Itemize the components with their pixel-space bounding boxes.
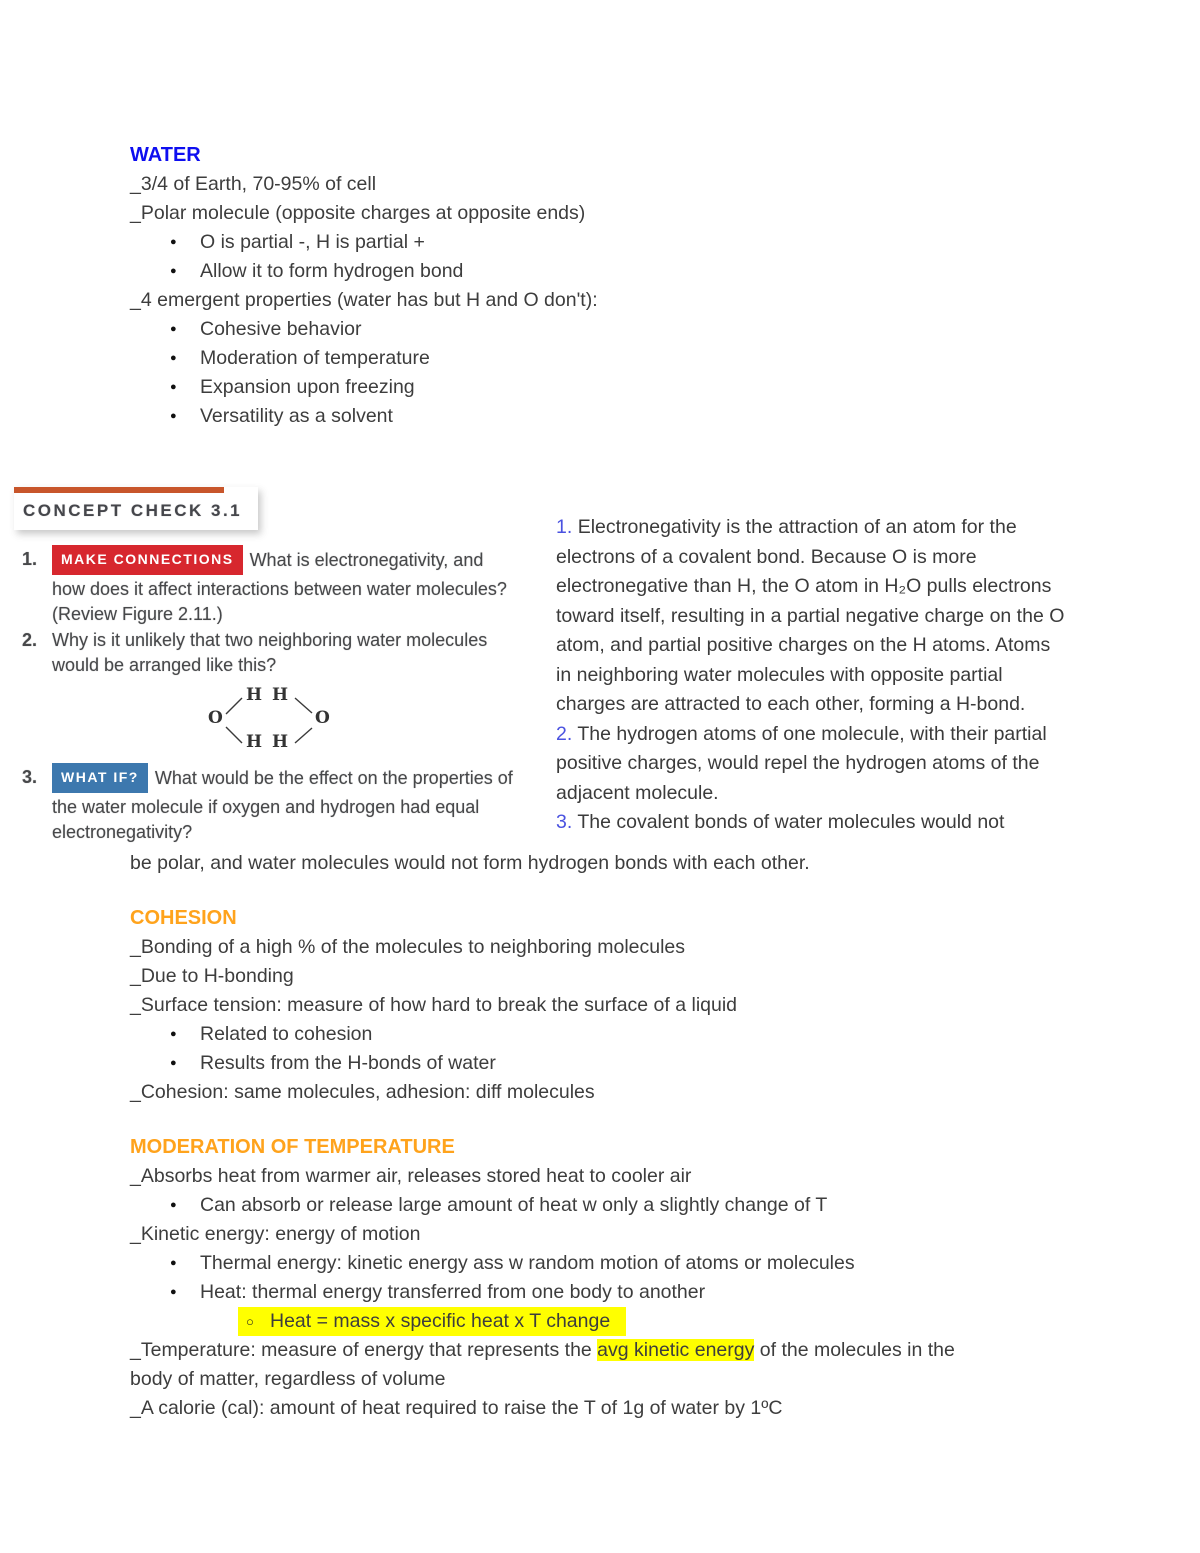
hollow-bullet-icon: ○: [246, 1314, 254, 1329]
question-number: 2.: [22, 630, 38, 650]
oxygen-atom-left: O: [208, 708, 225, 728]
bullet-text: Cohesive behavior: [200, 318, 362, 340]
note-bullet-heat: [130, 1278, 1110, 1307]
answer-1: [556, 513, 1068, 720]
note-bullet-expansion: [130, 373, 1110, 402]
bullet-text: Heat: thermal energy transferred from one body to another: [200, 1281, 706, 1303]
question-2: [14, 628, 554, 678]
bullet-icon: ●: [170, 1199, 177, 1211]
question-1: [14, 547, 554, 627]
concept-check-title: CONCEPT CHECK 3.1: [23, 501, 243, 520]
question-text: What would be the effect on the properties of the water molecule if oxygen and hydrogen had equal electronegativity?: [52, 768, 513, 842]
textbook-scan: [14, 487, 554, 845]
note-bullet-partial: [130, 228, 1110, 257]
bullet-text: Expansion upon freezing: [200, 376, 415, 398]
concept-check-section: [14, 487, 1200, 845]
section-heading-cohesion: COHESION: [130, 907, 237, 929]
note-line-emergent: _4 emergent properties (water has but H and O don't):: [130, 289, 598, 311]
bullet-icon: ●: [170, 1028, 177, 1040]
highlighted-phrase: avg kinetic energy: [597, 1339, 755, 1361]
note-bullet-related: [130, 1020, 1110, 1049]
note-line-temperature: [130, 1336, 996, 1394]
bullet-text: O is partial -, H is partial +: [200, 231, 425, 253]
bullet-icon: ●: [170, 323, 177, 335]
water-molecule-diagram: [202, 682, 342, 762]
question-text-block: [52, 765, 514, 845]
make-connections-badge: MAKE CONNECTIONS: [52, 545, 243, 575]
cohesion-section: [130, 904, 1110, 1107]
bullet-icon: ●: [170, 352, 177, 364]
answer-text: Electronegativity is the attraction of an atom for the electrons of a covalent bond. Because O is more electronegative than H, the O atom in H₂O pulls electrons toward itself, resulting in a partial negative charge on the O atom, and partial positive charges on the H atoms. Atoms in neighboring water molecules with opposite partial charges are attracted to each other, forming a H-bond.: [556, 516, 1065, 715]
bullet-icon: ●: [170, 410, 177, 422]
note-bullet-moderation: [130, 344, 1110, 373]
answer-text: The hydrogen atoms of one molecule, with their partial positive charges, would repel the hydrogen atoms of the adjacent molecule.: [556, 722, 1047, 804]
bullet-text: Related to cohesion: [200, 1023, 373, 1045]
question-text-block: [52, 547, 514, 627]
bullet-text: Allow it to form hydrogen bond: [200, 260, 464, 282]
formula-text: Heat = mass x specific heat x T change: [270, 1310, 611, 1332]
bullet-icon: ●: [170, 236, 177, 248]
note-line-absorbs: _Absorbs heat from warmer air, releases stored heat to cooler air: [130, 1165, 692, 1187]
note-line-due: _Due to H-bonding: [130, 965, 294, 987]
oxygen-atom-right: O: [315, 708, 332, 728]
question-text: Why is it unlikely that two neighboring water molecules would be arranged like this?: [52, 630, 488, 675]
temperature-text-pre: _Temperature: measure of energy that represents the: [130, 1339, 598, 1361]
note-line-surface: _Surface tension: measure of how hard to break the surface of a liquid: [130, 994, 738, 1016]
note-line-kinetic: _Kinetic energy: energy of motion: [130, 1223, 421, 1245]
note-line-earth: _3/4 of Earth, 70-95% of cell: [130, 173, 377, 195]
answer-number: 3.: [556, 811, 573, 833]
temperature-text-post: of the molecules in the body of matter, regardless of volume: [130, 1339, 955, 1390]
note-bullet-results: [130, 1049, 1110, 1078]
note-bullet-thermal: [130, 1249, 1110, 1278]
bullet-icon: ●: [170, 1057, 177, 1069]
note-formula-line: [238, 1307, 1110, 1336]
answer-2: [556, 720, 1068, 809]
bullet-icon: ●: [170, 381, 177, 393]
note-line-cohesion-adhesion: _Cohesion: same molecules, adhesion: diff molecules: [130, 1081, 595, 1103]
answer-3: [556, 808, 1068, 838]
question-text: What is electronegativity, and how does it affect interactions between water molecules? (Review Figure 2.11.): [52, 550, 507, 624]
concept-check-header: [14, 487, 258, 530]
bullet-icon: ●: [170, 265, 177, 277]
note-bullet-can-absorb: [130, 1191, 1110, 1220]
bullet-text: Results from the H-bonds of water: [200, 1052, 496, 1074]
section-heading-water: WATER: [130, 144, 201, 166]
moderation-section: [130, 1133, 1110, 1423]
note-bullet-hbond: [130, 257, 1110, 286]
section-heading-moderation: MODERATION OF TEMPERATURE: [130, 1136, 455, 1158]
note-bullet-cohesive: [130, 315, 1110, 344]
question-text-block: [52, 628, 514, 678]
highlighted-formula: [238, 1307, 626, 1336]
note-line-polar: _Polar molecule (opposite charges at opposite ends): [130, 202, 586, 224]
answer-3-continuation: be polar, and water molecules would not form hydrogen bonds with each other.: [130, 852, 810, 874]
bullet-text: Versatility as a solvent: [200, 405, 393, 427]
answer-number: 1.: [556, 516, 573, 538]
answer-text: The covalent bonds of water molecules would not: [577, 811, 1005, 833]
hydrogen-atoms-top: H H: [246, 685, 291, 705]
bullet-text: Moderation of temperature: [200, 347, 430, 369]
note-bullet-versatility: [130, 402, 1110, 431]
what-if-badge: WHAT IF?: [52, 763, 148, 793]
hydrogen-atoms-bottom: H H: [246, 732, 291, 752]
answers-column: [556, 487, 1068, 845]
note-line-bonding: _Bonding of a high % of the molecules to neighboring molecules: [130, 936, 686, 958]
water-section: [130, 141, 1110, 431]
note-line-calorie: _A calorie (cal): amount of heat required to raise the T of 1g of water by 1ºC: [130, 1397, 783, 1419]
question-3: [14, 765, 554, 845]
bullet-icon: ●: [170, 1257, 177, 1269]
question-number: 3.: [22, 767, 38, 787]
answer-number: 2.: [556, 722, 573, 745]
bullet-text: Thermal energy: kinetic energy ass w random motion of atoms or molecules: [200, 1252, 855, 1274]
bullet-icon: ●: [170, 1286, 177, 1298]
question-number: 1.: [22, 549, 38, 569]
bullet-text: Can absorb or release large amount of heat w only a slightly change of T: [200, 1194, 828, 1216]
